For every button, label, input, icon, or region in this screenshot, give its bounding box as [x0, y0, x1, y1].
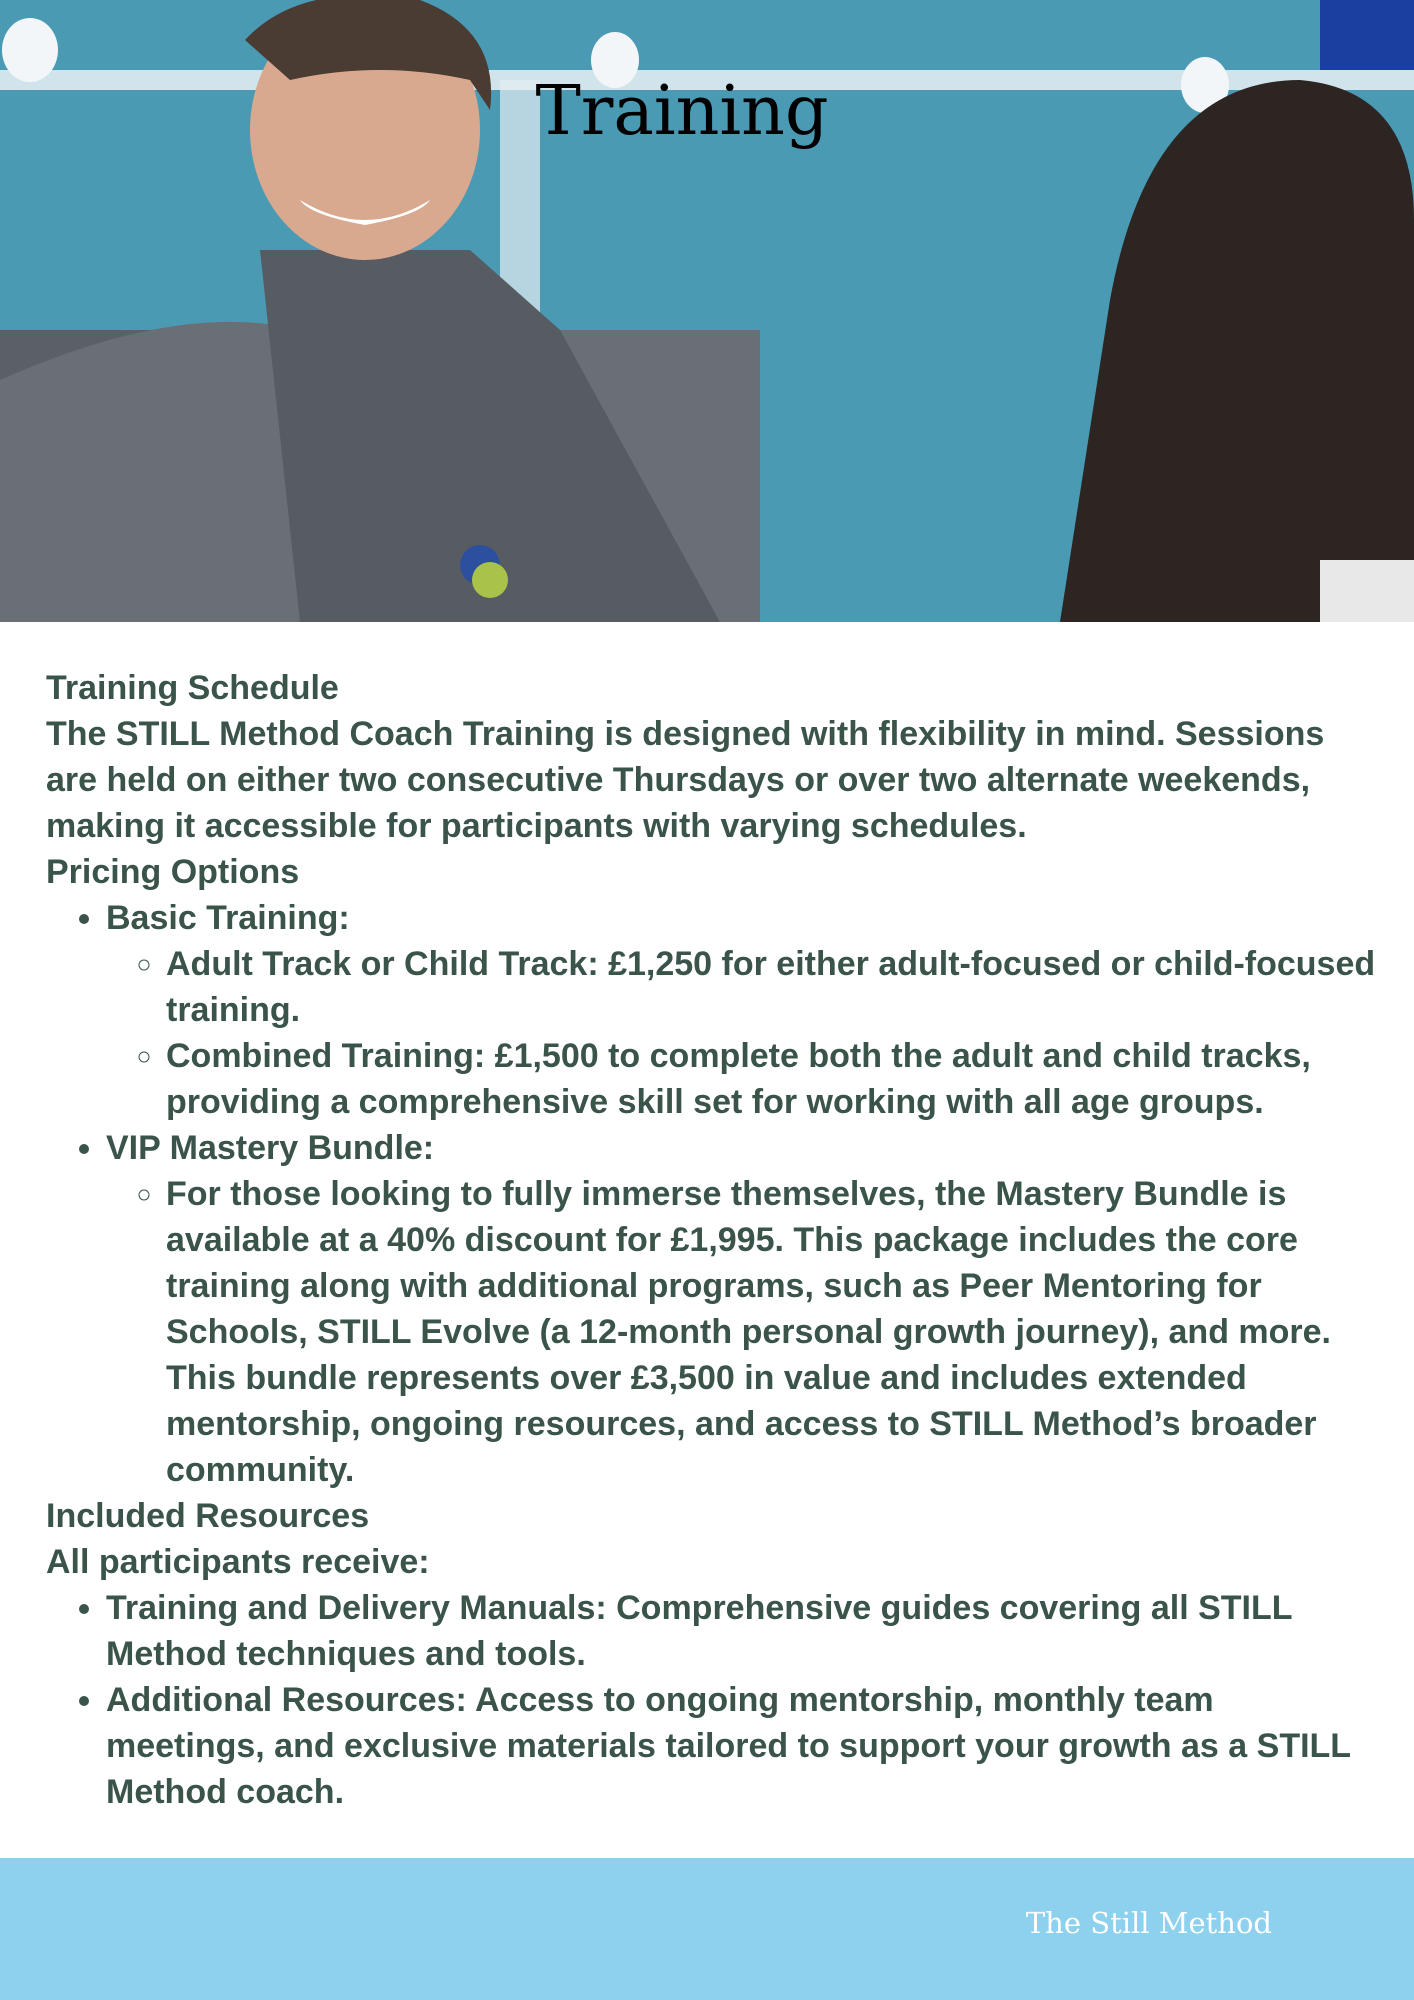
schedule-heading: Training Schedule — [46, 669, 339, 707]
vip-bundle-sublist — [106, 1171, 1376, 1493]
resources-heading: Included Resources — [46, 1497, 370, 1535]
resources-list — [46, 1585, 1376, 1815]
list-item — [106, 895, 1376, 1125]
list-item: • Additional Resources: Access to ongoing mentorship, monthly team meetings, and exclusive materials tailored to support your growth as a STILL Method coach. — [106, 1677, 1376, 1815]
pricing-list — [46, 895, 1376, 1493]
footer-brand: The Still Method — [1025, 1906, 1272, 1940]
list-item: • Training and Delivery Manuals: Comprehensive guides covering all STILL Method techniques and tools. — [106, 1585, 1376, 1677]
list-item: ◦ Combined Training: £1,500 to complete both the adult and child tracks, providing a comprehensive skill set for working with all age groups. — [166, 1033, 1376, 1125]
footer-bar — [0, 1858, 1414, 2000]
list-item — [106, 1125, 1376, 1493]
content-section — [46, 665, 1376, 1815]
vip-bundle-label: VIP Mastery Bundle: — [106, 1129, 435, 1167]
resources-intro: All participants receive: — [46, 1543, 430, 1581]
basic-training-sublist — [106, 941, 1376, 1125]
hero-banner — [0, 0, 1414, 622]
basic-training-label: Basic Training: — [106, 899, 350, 937]
page-title: Training — [535, 72, 829, 151]
schedule-body: The STILL Method Coach Training is designed with flexibility in mind. Sessions are held on either two consecutive Thursdays or over two alternate weekends, making it accessible for participants with varying schedules. — [46, 715, 1325, 845]
list-item: ◦ For those looking to fully immerse themselves, the Mastery Bundle is available at a 40% discount for £1,995. This package includes the core training along with additional programs, such as Peer Mentoring for Schools, STILL Evolve (a 12-month personal growth journey), and more. This bundle represents over £3,500 in value and includes extended mentorship, ongoing resources, and access to STILL Method’s broader community. — [166, 1171, 1376, 1493]
list-item: ◦ Adult Track or Child Track: £1,250 for either adult-focused or child-focused training. — [166, 941, 1376, 1033]
pricing-heading: Pricing Options — [46, 853, 300, 891]
